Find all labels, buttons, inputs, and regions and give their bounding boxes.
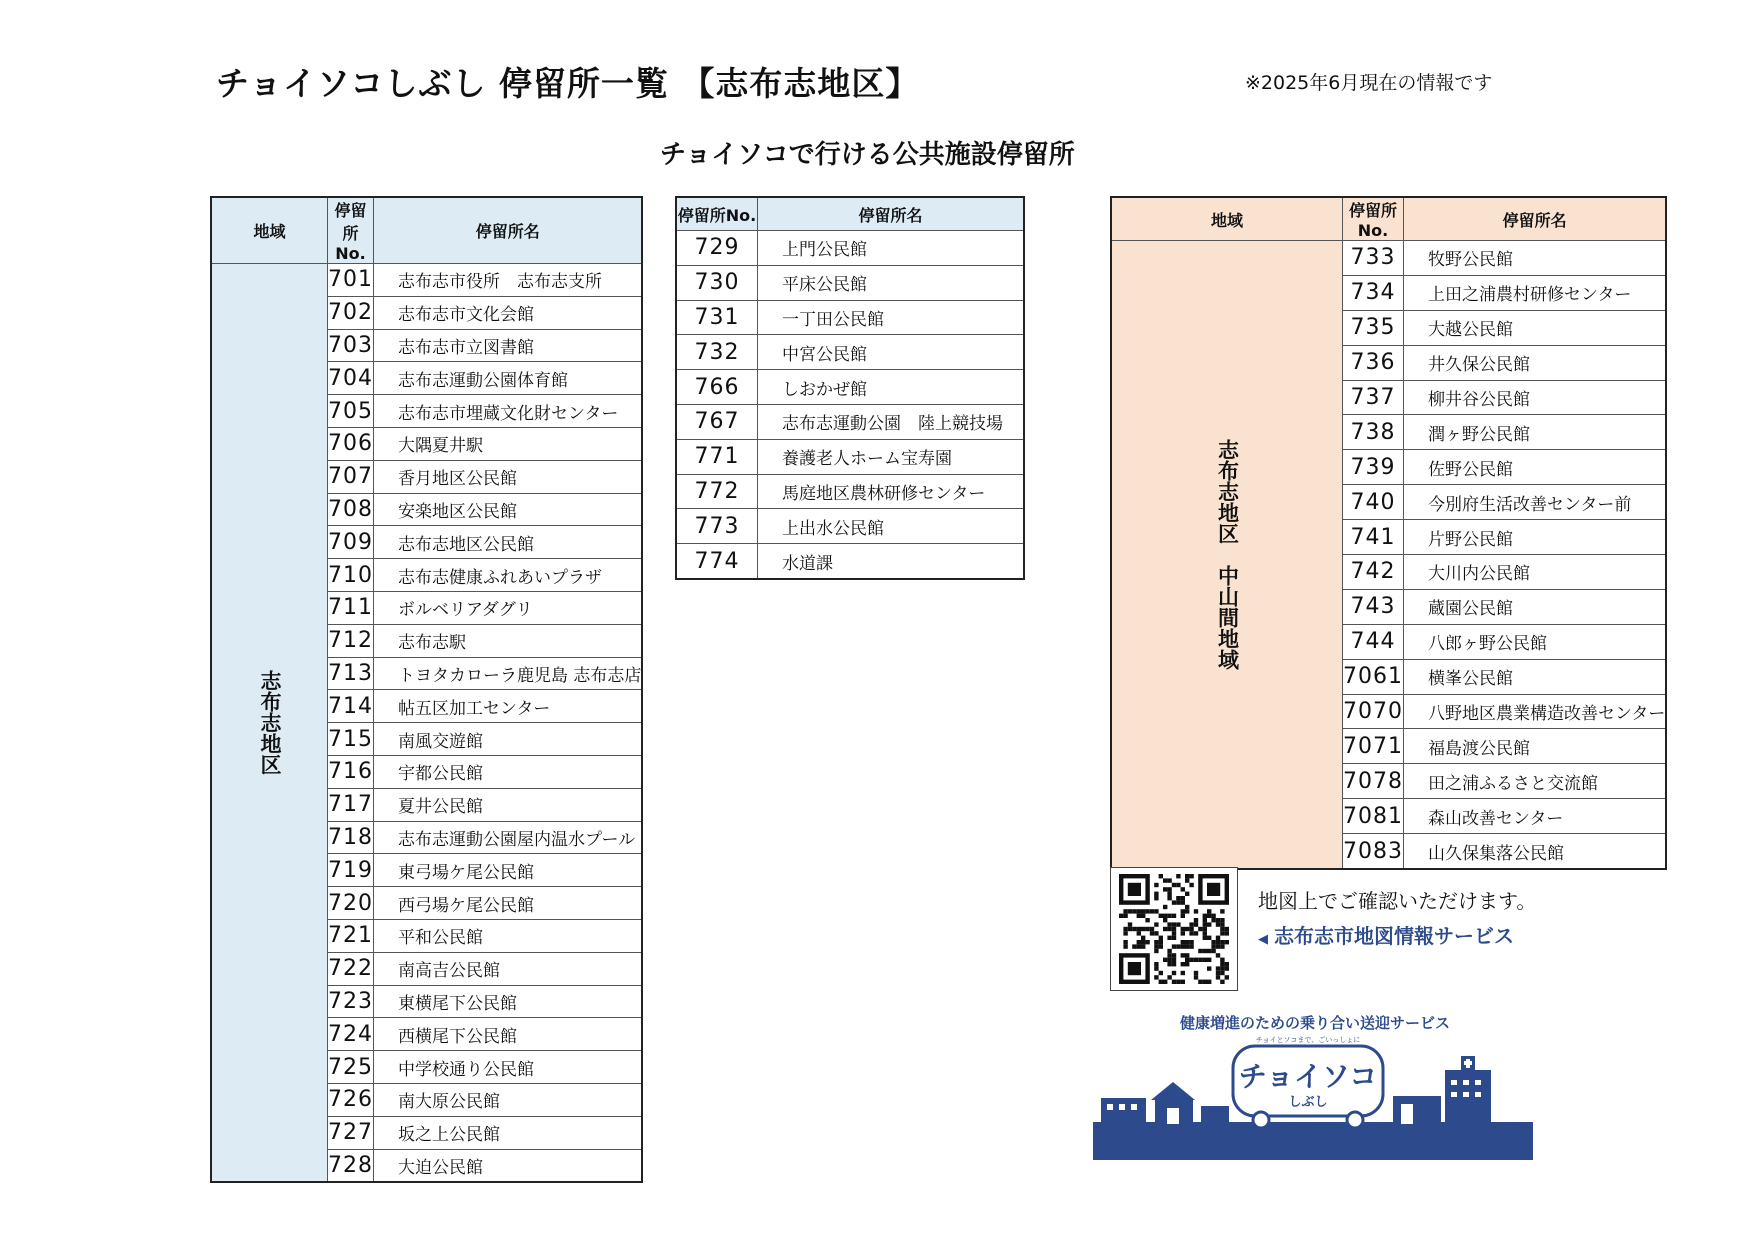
stop-name: 水道課: [758, 544, 1025, 579]
stop-number: 742: [1343, 555, 1404, 590]
stop-number: 7083: [1343, 834, 1404, 869]
qr-caption: 地図上でご確認いただけます。: [1258, 889, 1537, 913]
stop-name: 宇都公民館: [374, 755, 643, 788]
stop-name: 片野公民館: [1404, 520, 1667, 555]
stop-number: 7071: [1343, 729, 1404, 764]
stop-name: 中宮公民館: [758, 335, 1025, 370]
stop-name: ボルベリアダグリ: [374, 591, 643, 624]
table-row: [676, 265, 1024, 300]
stop-name: しおかぜ館: [758, 370, 1025, 405]
table-header-row: [211, 197, 642, 264]
stop-name: 養護老人ホーム宝寿園: [758, 439, 1025, 474]
header-no: 停留所No.: [1343, 197, 1404, 241]
stop-name: 中学校通り公民館: [374, 1051, 643, 1084]
header-area: 地域: [211, 197, 328, 264]
stop-number: 709: [328, 526, 374, 559]
stop-number: 720: [328, 887, 374, 920]
stop-name: 西弓場ケ尾公民館: [374, 887, 643, 920]
stop-number: 711: [328, 591, 374, 624]
stop-name: 井久保公民館: [1404, 345, 1667, 380]
stop-number: 710: [328, 559, 374, 592]
table-row: [676, 474, 1024, 509]
stop-name: 坂之上公民館: [374, 1116, 643, 1149]
stop-name: 山久保集落公民館: [1404, 834, 1667, 869]
area-label: 志布志地区: [211, 264, 328, 1183]
stop-name: 蔵園公民館: [1404, 589, 1667, 624]
stop-name: 東横尾下公民館: [374, 985, 643, 1018]
logo-tagline: 健康増進のための乗り合い送迎サービス: [1179, 1014, 1451, 1032]
stop-number: 7061: [1343, 659, 1404, 694]
stop-name: 志布志市役所 志布志支所: [374, 264, 643, 297]
stop-number: 773: [676, 509, 758, 544]
stop-name: 上門公民館: [758, 231, 1025, 266]
stop-number: 7081: [1343, 799, 1404, 834]
table-row: [676, 439, 1024, 474]
stop-name: 大越公民館: [1404, 310, 1667, 345]
logo-small-text: チョイとソコまで、ごいっしょに: [1255, 1036, 1361, 1044]
stop-number: 714: [328, 690, 374, 723]
stop-number: 733: [1343, 241, 1404, 276]
stop-table-mountain-area: [1110, 196, 1667, 870]
stop-number: 766: [676, 370, 758, 405]
stop-number: 725: [328, 1051, 374, 1084]
stop-name: 南高吉公民館: [374, 952, 643, 985]
stop-number: 738: [1343, 415, 1404, 450]
stop-number: 708: [328, 493, 374, 526]
map-service-link-label: 志布志市地図情報サービス: [1274, 924, 1514, 948]
header-name: 停留所名: [1404, 197, 1667, 241]
stop-number: 743: [1343, 589, 1404, 624]
stop-name: 潤ヶ野公民館: [1404, 415, 1667, 450]
stop-number: 719: [328, 854, 374, 887]
stop-name: 一丁田公民館: [758, 300, 1025, 335]
stop-name: 志布志駅: [374, 624, 643, 657]
stop-name: 志布志地区公民館: [374, 526, 643, 559]
stop-name: 牧野公民館: [1404, 241, 1667, 276]
stop-number: 767: [676, 404, 758, 439]
table-header-row: [676, 197, 1024, 231]
stop-number: 704: [328, 362, 374, 395]
stop-number: 712: [328, 624, 374, 657]
stop-number: 729: [676, 231, 758, 266]
header-name: 停留所名: [374, 197, 643, 264]
stop-name: 香月地区公民館: [374, 460, 643, 493]
stop-name: 南大原公民館: [374, 1083, 643, 1116]
date-note: ※2025年6月現在の情報です: [1245, 72, 1493, 94]
stop-number: 728: [328, 1149, 374, 1182]
stop-name: 福島渡公民館: [1404, 729, 1667, 764]
header-no: 停留所No.: [328, 197, 374, 264]
stop-table-public-facilities: [675, 196, 1025, 580]
stop-number: 702: [328, 296, 374, 329]
stop-number: 703: [328, 329, 374, 362]
stop-number: 737: [1343, 380, 1404, 415]
stop-number: 740: [1343, 485, 1404, 520]
stop-number: 732: [676, 335, 758, 370]
header-name: 停留所名: [758, 197, 1025, 231]
stop-number: 721: [328, 919, 374, 952]
stop-number: 7078: [1343, 764, 1404, 799]
stop-number: 771: [676, 439, 758, 474]
stop-number: 744: [1343, 624, 1404, 659]
stop-number: 713: [328, 657, 374, 690]
stop-number: 727: [328, 1116, 374, 1149]
qr-code[interactable]: [1110, 867, 1238, 991]
stop-name: 志布志運動公園屋内温水プール: [374, 821, 643, 854]
table-row: [676, 509, 1024, 544]
stop-name: 森山改善センター: [1404, 799, 1667, 834]
logo-sub: しぶし: [1288, 1095, 1328, 1110]
stop-number: 736: [1343, 345, 1404, 380]
stop-name: 志布志市文化会館: [374, 296, 643, 329]
stop-name: 平和公民館: [374, 919, 643, 952]
stop-number: 735: [1343, 310, 1404, 345]
table-row: [1111, 241, 1666, 276]
stop-name: 西横尾下公民館: [374, 1018, 643, 1051]
stop-number: 739: [1343, 450, 1404, 485]
table-row: [676, 231, 1024, 266]
header-no: 停留所No.: [676, 197, 758, 231]
table-row: [211, 264, 642, 297]
stop-name: 馬庭地区農林研修センター: [758, 474, 1025, 509]
left-triangle-icon: ◀: [1258, 932, 1268, 947]
table-header-row: [1111, 197, 1666, 241]
stop-name: 志布志市立図書館: [374, 329, 643, 362]
logo-name: チョイソコ: [1238, 1060, 1378, 1093]
stop-name: 横峯公民館: [1404, 659, 1667, 694]
stop-name: トヨタカローラ鹿児島 志布志店: [374, 657, 643, 690]
table-row: [676, 404, 1024, 439]
stop-number: 726: [328, 1083, 374, 1116]
stop-name: 安楽地区公民館: [374, 493, 643, 526]
choisoko-logo: [1093, 1010, 1533, 1160]
stop-number: 707: [328, 460, 374, 493]
stop-name: 大迫公民館: [374, 1149, 643, 1182]
stop-number: 717: [328, 788, 374, 821]
stop-number: 706: [328, 427, 374, 460]
stop-number: 724: [328, 1018, 374, 1051]
qr-code-icon: [1111, 868, 1237, 990]
stop-name: 夏井公民館: [374, 788, 643, 821]
stop-name: 平床公民館: [758, 265, 1025, 300]
stop-number: 774: [676, 544, 758, 579]
stop-name: 志布志運動公園 陸上競技場: [758, 404, 1025, 439]
stop-name: 志布志健康ふれあいプラザ: [374, 559, 643, 592]
stop-name: 大川内公民館: [1404, 555, 1667, 590]
stop-name: 柳井谷公民館: [1404, 380, 1667, 415]
stop-number: 741: [1343, 520, 1404, 555]
table-row: [676, 300, 1024, 335]
table-row: [676, 335, 1024, 370]
stop-number: 723: [328, 985, 374, 1018]
header-area: 地域: [1111, 197, 1343, 241]
stop-name: 志布志市埋蔵文化財センター: [374, 395, 643, 428]
stop-number: 7070: [1343, 694, 1404, 729]
table-row: [676, 370, 1024, 405]
map-service-link[interactable]: [1258, 920, 1514, 949]
stop-name: 帖五区加工センター: [374, 690, 643, 723]
stop-name: 上出水公民館: [758, 509, 1025, 544]
stop-number: 705: [328, 395, 374, 428]
stop-number: 731: [676, 300, 758, 335]
table-row: [676, 544, 1024, 579]
stop-number: 716: [328, 755, 374, 788]
stop-number: 701: [328, 264, 374, 297]
stop-name: 佐野公民館: [1404, 450, 1667, 485]
stop-name: 上田之浦農村研修センター: [1404, 275, 1667, 310]
stop-name: 東弓場ケ尾公民館: [374, 854, 643, 887]
stop-name: 南風交遊館: [374, 723, 643, 756]
stop-number: 730: [676, 265, 758, 300]
section-subtitle: チョイソコで行ける公共施設停留所: [660, 140, 1075, 170]
stop-name: 志布志運動公園体育館: [374, 362, 643, 395]
stop-name: 田之浦ふるさと交流館: [1404, 764, 1667, 799]
stop-number: 722: [328, 952, 374, 985]
stop-name: 八野地区農業構造改善センター: [1404, 694, 1667, 729]
area-label: 志布志地区 中山間地域: [1111, 241, 1343, 870]
stop-number: 772: [676, 474, 758, 509]
page-title: チョイソコしぶし 停留所一覧 【志布志地区】: [216, 64, 920, 103]
stop-name: 今別府生活改善センター前: [1404, 485, 1667, 520]
stop-name: 八郎ヶ野公民館: [1404, 624, 1667, 659]
stop-number: 734: [1343, 275, 1404, 310]
stop-number: 715: [328, 723, 374, 756]
stop-table-shibushi: [210, 196, 643, 1183]
stop-name: 大隅夏井駅: [374, 427, 643, 460]
stop-number: 718: [328, 821, 374, 854]
